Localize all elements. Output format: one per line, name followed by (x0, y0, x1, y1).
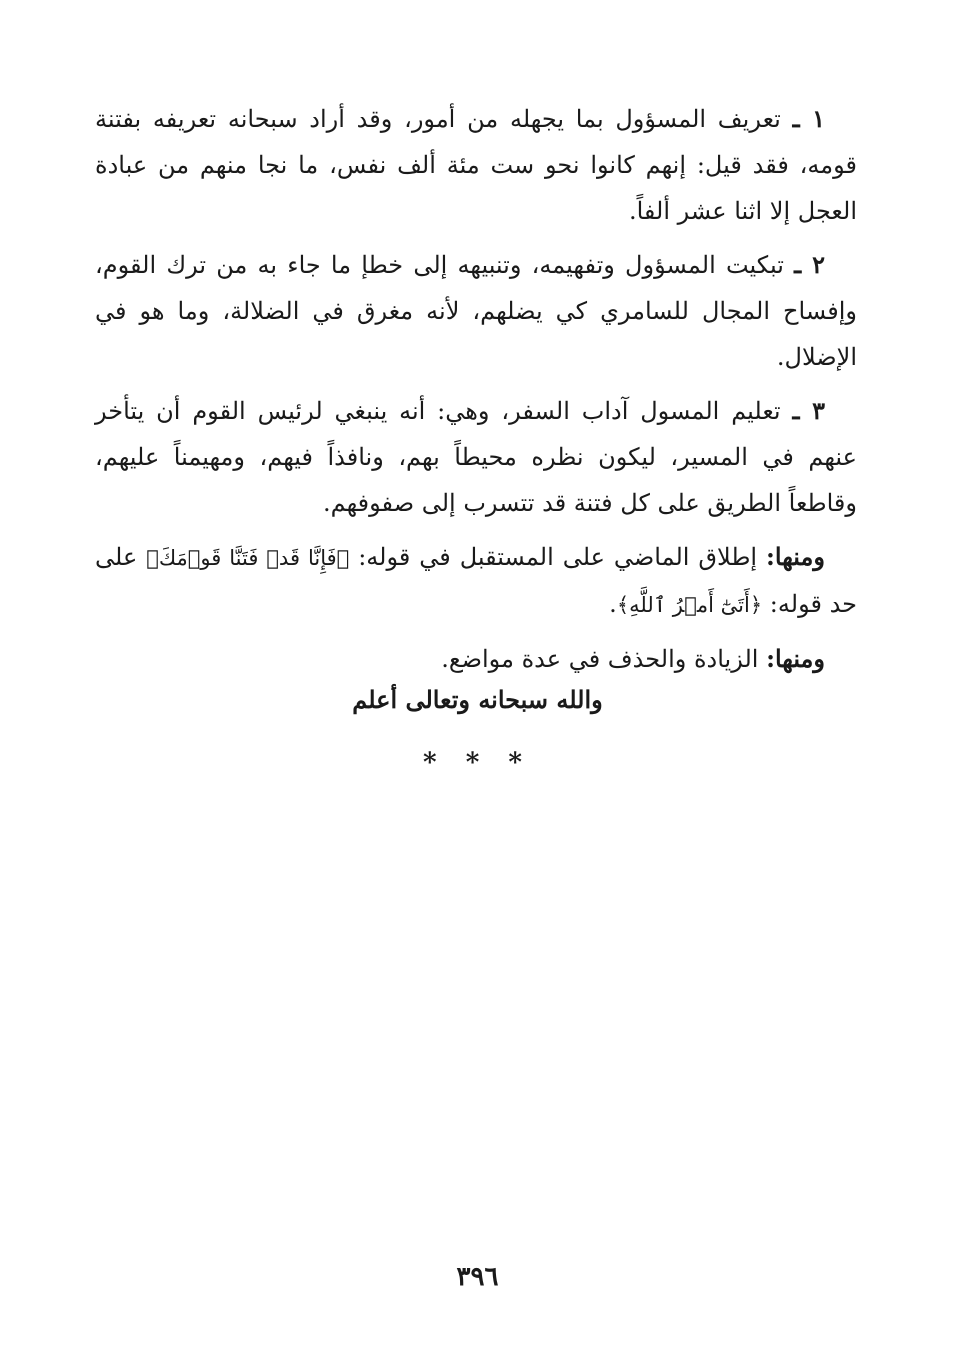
item-number-3: ٣ ـ (792, 396, 825, 425)
paragraph-5-text: الزيادة والحذف في عدة مواضع. (441, 645, 759, 673)
paragraph-4-text-after: . (609, 590, 617, 618)
item-number-1: ١ ـ (792, 104, 825, 133)
paragraph-4 (95, 534, 857, 628)
paragraph-5 (95, 636, 857, 682)
paragraph-1-text: تعريف المسؤول بما يجهله من أمور، وقد أراد سبحانه تعريفه بفتنة قومه، فقد قيل: إنهم كانوا نحو ست مئة ألف نفس، ما نجا منهم من عبادة العجل إلا اثنا عشر ألفاً. (95, 105, 857, 225)
paragraph-1 (95, 96, 857, 234)
body-text (95, 96, 857, 690)
paragraph-2-text: تبكيت المسؤول وتفهيمه، وتنبيهه إلى خطإ ما جاء به من ترك القوم، وإفساح المجال للسامري كي يضلهم، لأنه مغرق في الضلالة، وما هو في الإضلال. (95, 251, 857, 371)
quran-quote-2: ﴿أَتَىٰٓ أَمۡرُ ٱللَّهِ﴾ (616, 593, 763, 617)
paragraph-2 (95, 242, 857, 380)
quran-quote-1: ﴿فَإِنَّا قَدۡ فَتَنَّا قَوۡمَكَ﴾ (146, 546, 350, 570)
paragraph-3-text: تعليم المسول آداب السفر، وهي: أنه ينبغي لرئيس القوم أن يتأخر عنهم في المسير، ليكون نظره محيطاً بهم، ونافذاً فيهم، ومهيمناً عليهم، وقاطعاً الطريق على كل فتنة قد تتسرب إلى صفوفهم. (95, 397, 857, 517)
paragraph-4-text-middle: على حد قوله: (95, 543, 857, 618)
paragraph-5-lead: ومنها: (766, 644, 825, 673)
item-number-2: ٢ ـ (794, 250, 825, 279)
paragraph-4-lead: ومنها: (766, 542, 825, 571)
section-separator: * * * (423, 748, 532, 778)
paragraph-4-text-before: إطلاق الماضي على المستقبل في قوله: (358, 543, 758, 571)
paragraph-3 (95, 388, 857, 526)
closing-line: والله سبحانه وتعالى أعلم (352, 685, 603, 714)
page-number: ٣٩٦ (456, 1262, 499, 1292)
